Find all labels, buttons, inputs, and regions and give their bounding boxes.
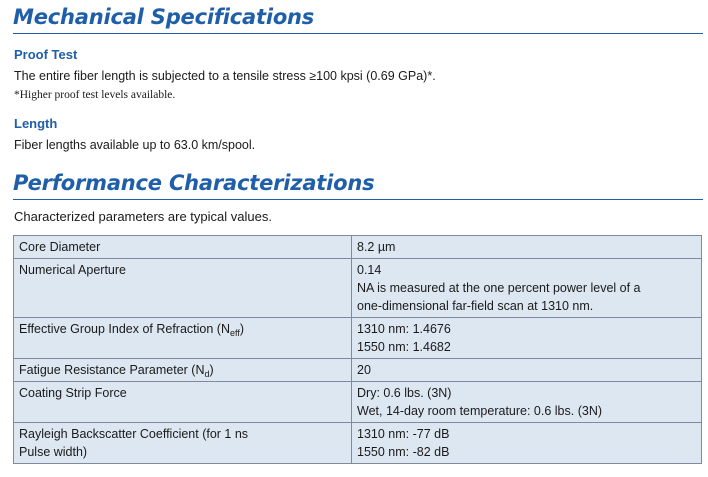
performance-table xyxy=(13,235,702,464)
value-cell xyxy=(352,382,702,423)
param-name: Rayleigh Backscatter Coefficient (for 1 ns xyxy=(19,427,249,441)
value-line: 1310 nm: -77 dB xyxy=(357,427,450,441)
proof-test-heading: Proof Test xyxy=(14,47,78,62)
value-line: one-dimensional far-field scan at 1310 nm. xyxy=(357,299,594,313)
value-line: 0.14 xyxy=(357,263,382,277)
performance-intro: Characterized parameters are typical values. xyxy=(14,209,272,224)
value-cell xyxy=(352,359,702,382)
value-line: NA is measured at the one percent power level of a xyxy=(357,281,641,295)
param-name: Coating Strip Force xyxy=(19,386,127,400)
param-subscript: eff xyxy=(229,328,240,338)
param-name: Effective Group Index of Refraction (N xyxy=(19,322,230,336)
param-close: ) xyxy=(209,363,214,377)
param-cell xyxy=(14,318,352,359)
param-cell xyxy=(14,359,352,382)
table-row xyxy=(14,359,702,382)
param-name: Core Diameter xyxy=(19,240,101,254)
table-row xyxy=(14,236,702,259)
value-line: 20 xyxy=(357,363,371,377)
table-row xyxy=(14,318,702,359)
value-line: 1550 nm: -82 dB xyxy=(357,445,450,459)
param-cell xyxy=(14,382,352,423)
param-name: Fatigue Resistance Parameter (N xyxy=(19,363,205,377)
table-row xyxy=(14,423,702,464)
mechanical-title-rule xyxy=(13,33,703,34)
proof-test-text: The entire fiber length is subjected to a tensile stress ≥100 kpsi (0.69 GPa)*. xyxy=(14,69,436,83)
length-text: Fiber lengths available up to 63.0 km/spool. xyxy=(14,138,256,152)
param-close: ) xyxy=(239,322,244,336)
value-cell xyxy=(352,423,702,464)
performance-characterizations-title: Performance Characterizations xyxy=(13,171,375,195)
param-name-continued: Pulse width) xyxy=(19,445,88,459)
table-row xyxy=(14,382,702,423)
value-line: 1550 nm: 1.4682 xyxy=(357,340,451,354)
value-line: Wet, 14-day room temperature: 0.6 lbs. (3N) xyxy=(357,404,603,418)
value-line: Dry: 0.6 lbs. (3N) xyxy=(357,386,452,400)
value-cell xyxy=(352,259,702,318)
length-heading: Length xyxy=(14,116,58,131)
param-subscript: d xyxy=(204,369,210,379)
table-row xyxy=(14,259,702,318)
performance-title-rule xyxy=(13,199,703,200)
param-cell xyxy=(14,236,352,259)
value-cell xyxy=(352,318,702,359)
mechanical-specifications-title: Mechanical Specifications xyxy=(13,5,315,29)
param-cell xyxy=(14,423,352,464)
param-cell xyxy=(14,259,352,318)
param-name: Numerical Aperture xyxy=(19,263,126,277)
value-line: 1310 nm: 1.4676 xyxy=(357,322,451,336)
value-line: 8.2 µm xyxy=(357,240,396,254)
value-cell xyxy=(352,236,702,259)
proof-test-note: *Higher proof test levels available. xyxy=(14,89,176,101)
